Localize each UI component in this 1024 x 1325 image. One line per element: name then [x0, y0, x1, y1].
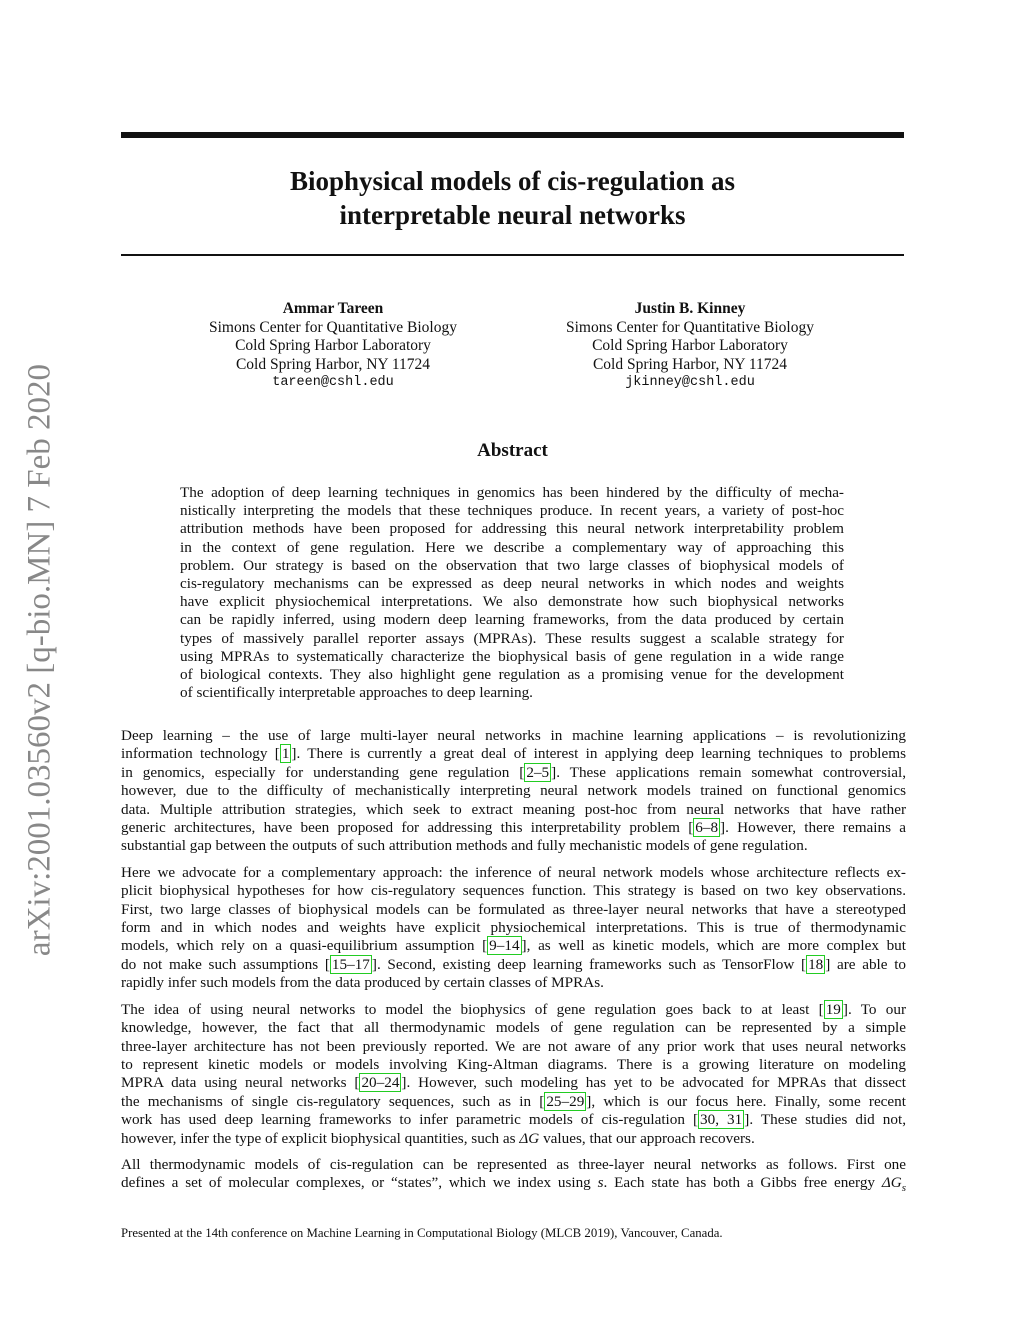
body-line: plicit biophysical hypotheses for how cis-regulatory sequences function. This strategy is based on two key observations.	[121, 882, 906, 900]
body-line: in genomics, especially for understanding gene regulation [ 2–5 ]. These applications remain somewhat controversial,	[121, 763, 906, 781]
body-line: The idea of using neural networks to model the biophysics of gene regulation goes back to at least [ 19 ]. To our	[121, 1000, 907, 1018]
abstract-line: nistically interpreting the models that these techniques produce. In recent years, a variety of post-hoc	[180, 502, 844, 520]
text-run: are able to	[830, 955, 907, 973]
abstract-line: types of massively parallel reporter assays (MPRAs). These results suggest a scalable strategy for	[180, 629, 844, 647]
author-email[interactable]: tareen@cshl.edu	[272, 375, 394, 391]
abstract-line: problem. Our strategy is based on the observation that two large classes of biophysical models of	[180, 556, 844, 574]
author-address: Cold Spring Harbor, NY 11724	[592, 355, 788, 373]
author-address: Cold Spring Harbor, NY 11724	[235, 355, 431, 373]
citation-link[interactable]: 2–5	[526, 763, 550, 781]
text-run: information technology	[121, 745, 275, 763]
abstract-line: using MPRAs to systematically characterize the biophysical basis of gene regulation in a wide range	[180, 647, 844, 665]
text-run: generic architectures, have been proposed for addressing this interpretability problem	[121, 819, 689, 837]
text-run: . These studies did not,	[749, 1111, 906, 1129]
text-run: values, that our approach recovers.	[539, 1129, 755, 1147]
citation-link[interactable]: 19	[825, 1000, 841, 1018]
body-line: data. Multiple attribution strategies, which seek to extract meaning post-hoc from neural networks that have rather	[121, 800, 906, 818]
body-line: to represent kinetic models or models involving King-Altman diagrams. There is a growing literature on modeling	[121, 1055, 906, 1073]
body-paragraph-2	[121, 864, 906, 993]
text-run: do not make such assumptions	[121, 955, 325, 973]
body-line: however, due to the difficulty of mechanistically interpreting neural network models trained on functional genomics	[121, 782, 906, 800]
title-line-1: Biophysical models of cis-regulation as	[289, 166, 736, 196]
author-block-2	[530, 300, 850, 393]
body-line: Deep learning – the use of large multi-layer neural networks in machine learning applications – is revolutionizing	[121, 727, 906, 744]
citation-link[interactable]: 20–24	[361, 1074, 400, 1092]
body-line	[121, 1174, 906, 1197]
body-line: the mechanisms of single cis-regulatory sequences, such as in [ 25–29 ], which is our focus here. Finally, some recent	[121, 1092, 906, 1110]
arxiv-stamp: arXiv:2001.03560v2 [q-bio.MN] 7 Feb 2020	[21, 363, 58, 957]
title-top-rule	[121, 132, 904, 138]
author-affiliation: Cold Spring Harbor Laboratory	[235, 337, 431, 355]
author-email[interactable]: jkinney@cshl.edu	[625, 375, 755, 391]
body-line: knowledge, however, the fact that all thermodynamic models of gene regulation can be represented by a simple	[121, 1019, 906, 1037]
body-line: MPRA data using neural networks [ 20–24 ]. However, such modeling has yet to be advocated for MPRAs that dissect	[121, 1074, 906, 1092]
text-run: MPRA data using neural networks	[121, 1074, 355, 1092]
body-paragraph-3	[121, 1001, 906, 1148]
body-line: rapidly infer such models from the data produced by certain classes of MPRAs.	[121, 974, 604, 992]
abstract-text	[180, 484, 844, 702]
text-run: , as well as kinetic models, which are more complex but	[526, 937, 906, 955]
body-line: All thermodynamic models of cis-regulation can be represented as three-layer neural networks as follows. First one	[121, 1155, 906, 1173]
abstract-line: attribution methods have been proposed for addressing this neural network interpretability problem	[180, 520, 844, 538]
citation-link[interactable]: 9–14	[489, 937, 520, 955]
citation-link[interactable]: 6–8	[695, 819, 719, 837]
abstract-line: cis-regulatory mechanisms can be expressed as deep neural networks in which nodes and weights	[180, 575, 844, 593]
text-run: defines a set of molecular complexes, or “states”, which we index using	[121, 1174, 598, 1192]
author-block-1	[173, 300, 493, 393]
footer-note: Presented at the 14th conference on Machine Learning in Computational Biology (MLCB 2019), Vancouver, Canada.	[121, 1226, 723, 1240]
body-line: three-layer architecture has not been previously reported. We are not aware of any prior work that uses neural networks	[121, 1037, 906, 1055]
text-run: however, infer the type of explicit biophysical quantities, such as	[121, 1129, 520, 1147]
citation-link[interactable]: 30, 31	[700, 1111, 743, 1129]
author-name: Ammar Tareen	[282, 300, 384, 317]
body-line: information technology [ 1 ]. There is currently a great deal of interest in applying deep learning techniques to problems	[121, 745, 906, 763]
author-affiliation: Cold Spring Harbor Laboratory	[592, 337, 788, 355]
text-run: models, which rely on a quasi-equilibrium assumption	[121, 937, 483, 955]
citation-link[interactable]: 25–29	[546, 1092, 585, 1110]
text-run: . These applications remain somewhat controversial,	[556, 763, 906, 781]
body-line: do not make such assumptions [ 15–17 ]. Second, existing deep learning frameworks such as TensorFlow [ 18 ] are able to	[121, 955, 907, 973]
text-run: . To our	[847, 1000, 907, 1018]
text-run: The idea of using neural networks to model the biophysics of gene regulation goes back to at least	[121, 1000, 819, 1018]
text-run: in genomics, especially for understanding gene regulation	[121, 763, 520, 781]
math-delta-g: ΔG	[519, 1129, 540, 1147]
author-affiliation: Simons Center for Quantitative Biology	[209, 318, 457, 336]
body-line: substantial gap between the outputs of such attribution methods and fully mechanistic models of gene regulation.	[121, 837, 808, 855]
abstract-line: of biological contexts. They also highlight gene regulation as a promising venue for the development	[180, 666, 844, 684]
body-paragraph-1	[121, 727, 906, 856]
abstract-line: in the context of gene regulation. Here we describe a complementary way of approaching this	[180, 538, 844, 556]
body-paragraph-4	[121, 1156, 906, 1198]
math-subscript-s: s	[901, 1182, 906, 1195]
body-line: form and in which nodes and weights have explicit physiochemical interpretations. This is true of thermodynamic	[121, 919, 906, 937]
body-line: generic architectures, have been proposed for addressing this interpretability problem [ 6–8 ]. However, there remains a	[121, 819, 906, 837]
text-run: . However, there remains a	[725, 819, 906, 837]
abstract-line: can be rapidly inferred, using modern deep learning frameworks, from the data produced by certain	[180, 611, 844, 629]
text-run: . Each state has both a Gibbs free energy	[603, 1174, 882, 1192]
abstract-line: have explicit physiochemical interpretations. We also demonstrate how such biophysical networks	[180, 593, 844, 611]
abstract-line: of scientifically interpretable approaches to deep learning.	[180, 684, 533, 702]
citation-link[interactable]: 15–17	[331, 955, 370, 973]
abstract-line: The adoption of deep learning techniques in genomics has been hindered by the difficulty of mecha-	[180, 484, 844, 501]
title-bottom-rule	[121, 254, 904, 256]
text-run: . There is currently a great deal of interest in applying deep learning techniques to problems	[296, 745, 906, 763]
body-line: work has used deep learning frameworks to infer parametric models of cis-regulation [ 30, 31 ]. These studies did not,	[121, 1111, 906, 1129]
text-run: the mechanisms of single cis-regulatory sequences, such as in	[121, 1092, 540, 1110]
text-run: . Second, existing deep learning frameworks such as TensorFlow	[376, 955, 801, 973]
text-run: . However, such modeling has yet to be advocated for MPRAs that dissect	[406, 1074, 906, 1092]
text-run: , which is our focus here. Finally, some recent	[591, 1092, 906, 1110]
citation-link[interactable]: 1	[281, 745, 290, 763]
author-name: Justin B. Kinney	[634, 300, 746, 317]
abstract-heading: Abstract	[477, 440, 548, 461]
author-affiliation: Simons Center for Quantitative Biology	[566, 318, 814, 336]
math-s: s	[597, 1174, 604, 1192]
math-delta-g-s: ΔG	[881, 1174, 902, 1192]
body-line	[121, 1130, 906, 1148]
paper-title	[121, 164, 904, 232]
title-line-2: interpretable neural networks	[339, 200, 686, 230]
body-line: First, two large classes of biophysical models can be formulated as three-layer neural networks that have a stereotyped	[121, 900, 906, 918]
citation-link[interactable]: 18	[808, 955, 824, 973]
body-line: Here we advocate for a complementary approach: the inference of neural network models whose architecture reflects ex-	[121, 863, 906, 881]
body-text	[121, 727, 906, 1206]
body-line: models, which rely on a quasi-equilibrium assumption [ 9–14 ], as well as kinetic models, which are more complex but	[121, 937, 906, 955]
text-run: work has used deep learning frameworks to infer parametric models of cis-regulation	[121, 1111, 693, 1129]
